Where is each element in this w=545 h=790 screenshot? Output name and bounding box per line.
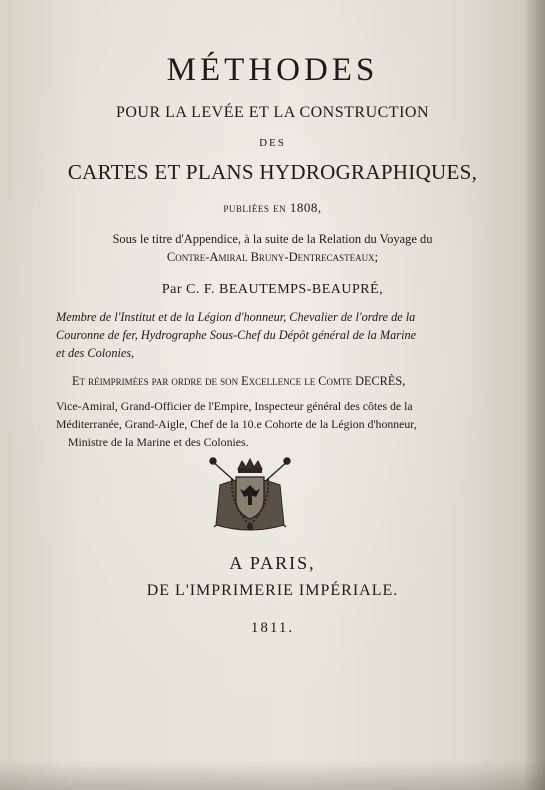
page-edge-shadow (523, 0, 545, 790)
decres-titles-line-2: Méditerranée, Grand-Aigle, Chef de la 10.e Cohorte de la Légion d'honneur, (56, 417, 417, 431)
decres-titles-line-1: Vice-Amiral, Grand-Officier de l'Empire, Inspecteur général des côtes de la (56, 399, 413, 413)
original-title-line-1: Sous le titre d'Appendice, à la suite de la Relation du Voyage du (112, 232, 433, 246)
decres-titles-line-3: Ministre de la Marine et des Colonies. (68, 435, 249, 449)
subtitle-line-2: DES (259, 137, 286, 149)
imprint-printer: DE L'IMPRIMERIE IMPÉRIALE. (146, 582, 399, 599)
page-bottom-shadow (0, 760, 545, 790)
author-line: Par C. F. BEAUTEMPS-BEAUPRÉ, (161, 282, 384, 297)
subtitle-line-1: POUR LA LEVÉE ET LA CONSTRUCTION (115, 104, 430, 121)
publication-note: publiées en 1808, (223, 200, 322, 215)
author-titles-line-3: et des Colonies, (56, 346, 135, 360)
author-titles-line-1: Membre de l'Institut et de la Légion d'honneur, Chevalier de l'ordre de la (56, 310, 416, 324)
subtitle-line-3: CARTES ET PLANS HYDROGRAPHIQUES, (67, 160, 478, 184)
reprint-line: Et réimprimées par ordre de son Excellence le Comte DECRÈS, (72, 374, 406, 388)
original-title-line-2: Contre-Amiral Bruny-Dentrecasteaux; (166, 250, 379, 264)
imprint-city: A PARIS, (229, 553, 316, 573)
imprint-year: 1811. (250, 620, 295, 636)
book-title: MÉTHODES (166, 52, 379, 88)
author-titles-line-2: Couronne de fer, Hydrographe Sous-Chef du Dépôt général de la Marine (56, 328, 417, 342)
imperial-coat-of-arms-icon (206, 455, 294, 535)
